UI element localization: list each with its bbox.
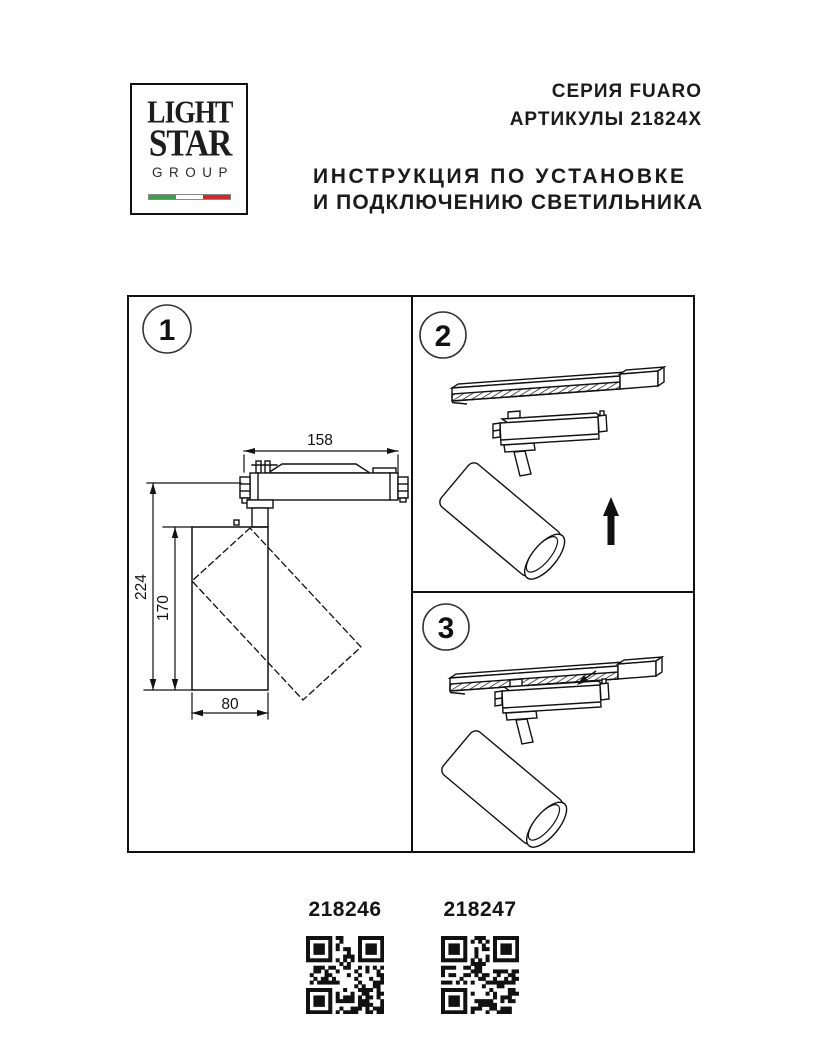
logo-light-text: LIGHT (147, 94, 233, 130)
articles-title: АРТИКУЛЫ 21824X (509, 108, 702, 130)
lamp-assembly-3d (439, 679, 609, 854)
qr-label: 218246 (308, 898, 382, 921)
track-rail-3d (452, 367, 664, 404)
qr-code (441, 936, 519, 1014)
instruction-title-line1: ИНСТРУКЦИЯ ПО УСТАНОВКЕ (313, 165, 687, 188)
dim-224-line (147, 483, 241, 690)
qr-code (306, 936, 384, 1014)
series-title: СЕРИЯ FUARO (551, 81, 702, 102)
lamp-body-tilted-dashed (192, 528, 361, 700)
instruction-title-line2: И ПОДКЛЮЧЕНИЮ СВЕТИЛЬНИКА (313, 191, 704, 214)
logo-group-text: GROUP (152, 165, 235, 180)
logo-star-text: STAR (148, 122, 232, 165)
step-number-2: 2 (434, 320, 452, 353)
dim-80-label: 80 (221, 696, 239, 713)
panel-1 (133, 305, 408, 719)
dim-158-label: 158 (307, 432, 333, 449)
dim-170-label: 170 (155, 595, 172, 621)
lamp-body-rect (192, 527, 268, 690)
step-number-3: 3 (437, 612, 455, 645)
step-number-1: 1 (158, 314, 176, 347)
panel-3 (423, 604, 662, 854)
dim-224-label: 224 (133, 574, 150, 600)
qr-label: 218247 (443, 898, 517, 921)
panel-2 (420, 312, 664, 586)
up-arrow-icon (603, 497, 619, 545)
track-adapter-side-view (234, 461, 408, 527)
lamp-assembly-3d (437, 411, 607, 586)
